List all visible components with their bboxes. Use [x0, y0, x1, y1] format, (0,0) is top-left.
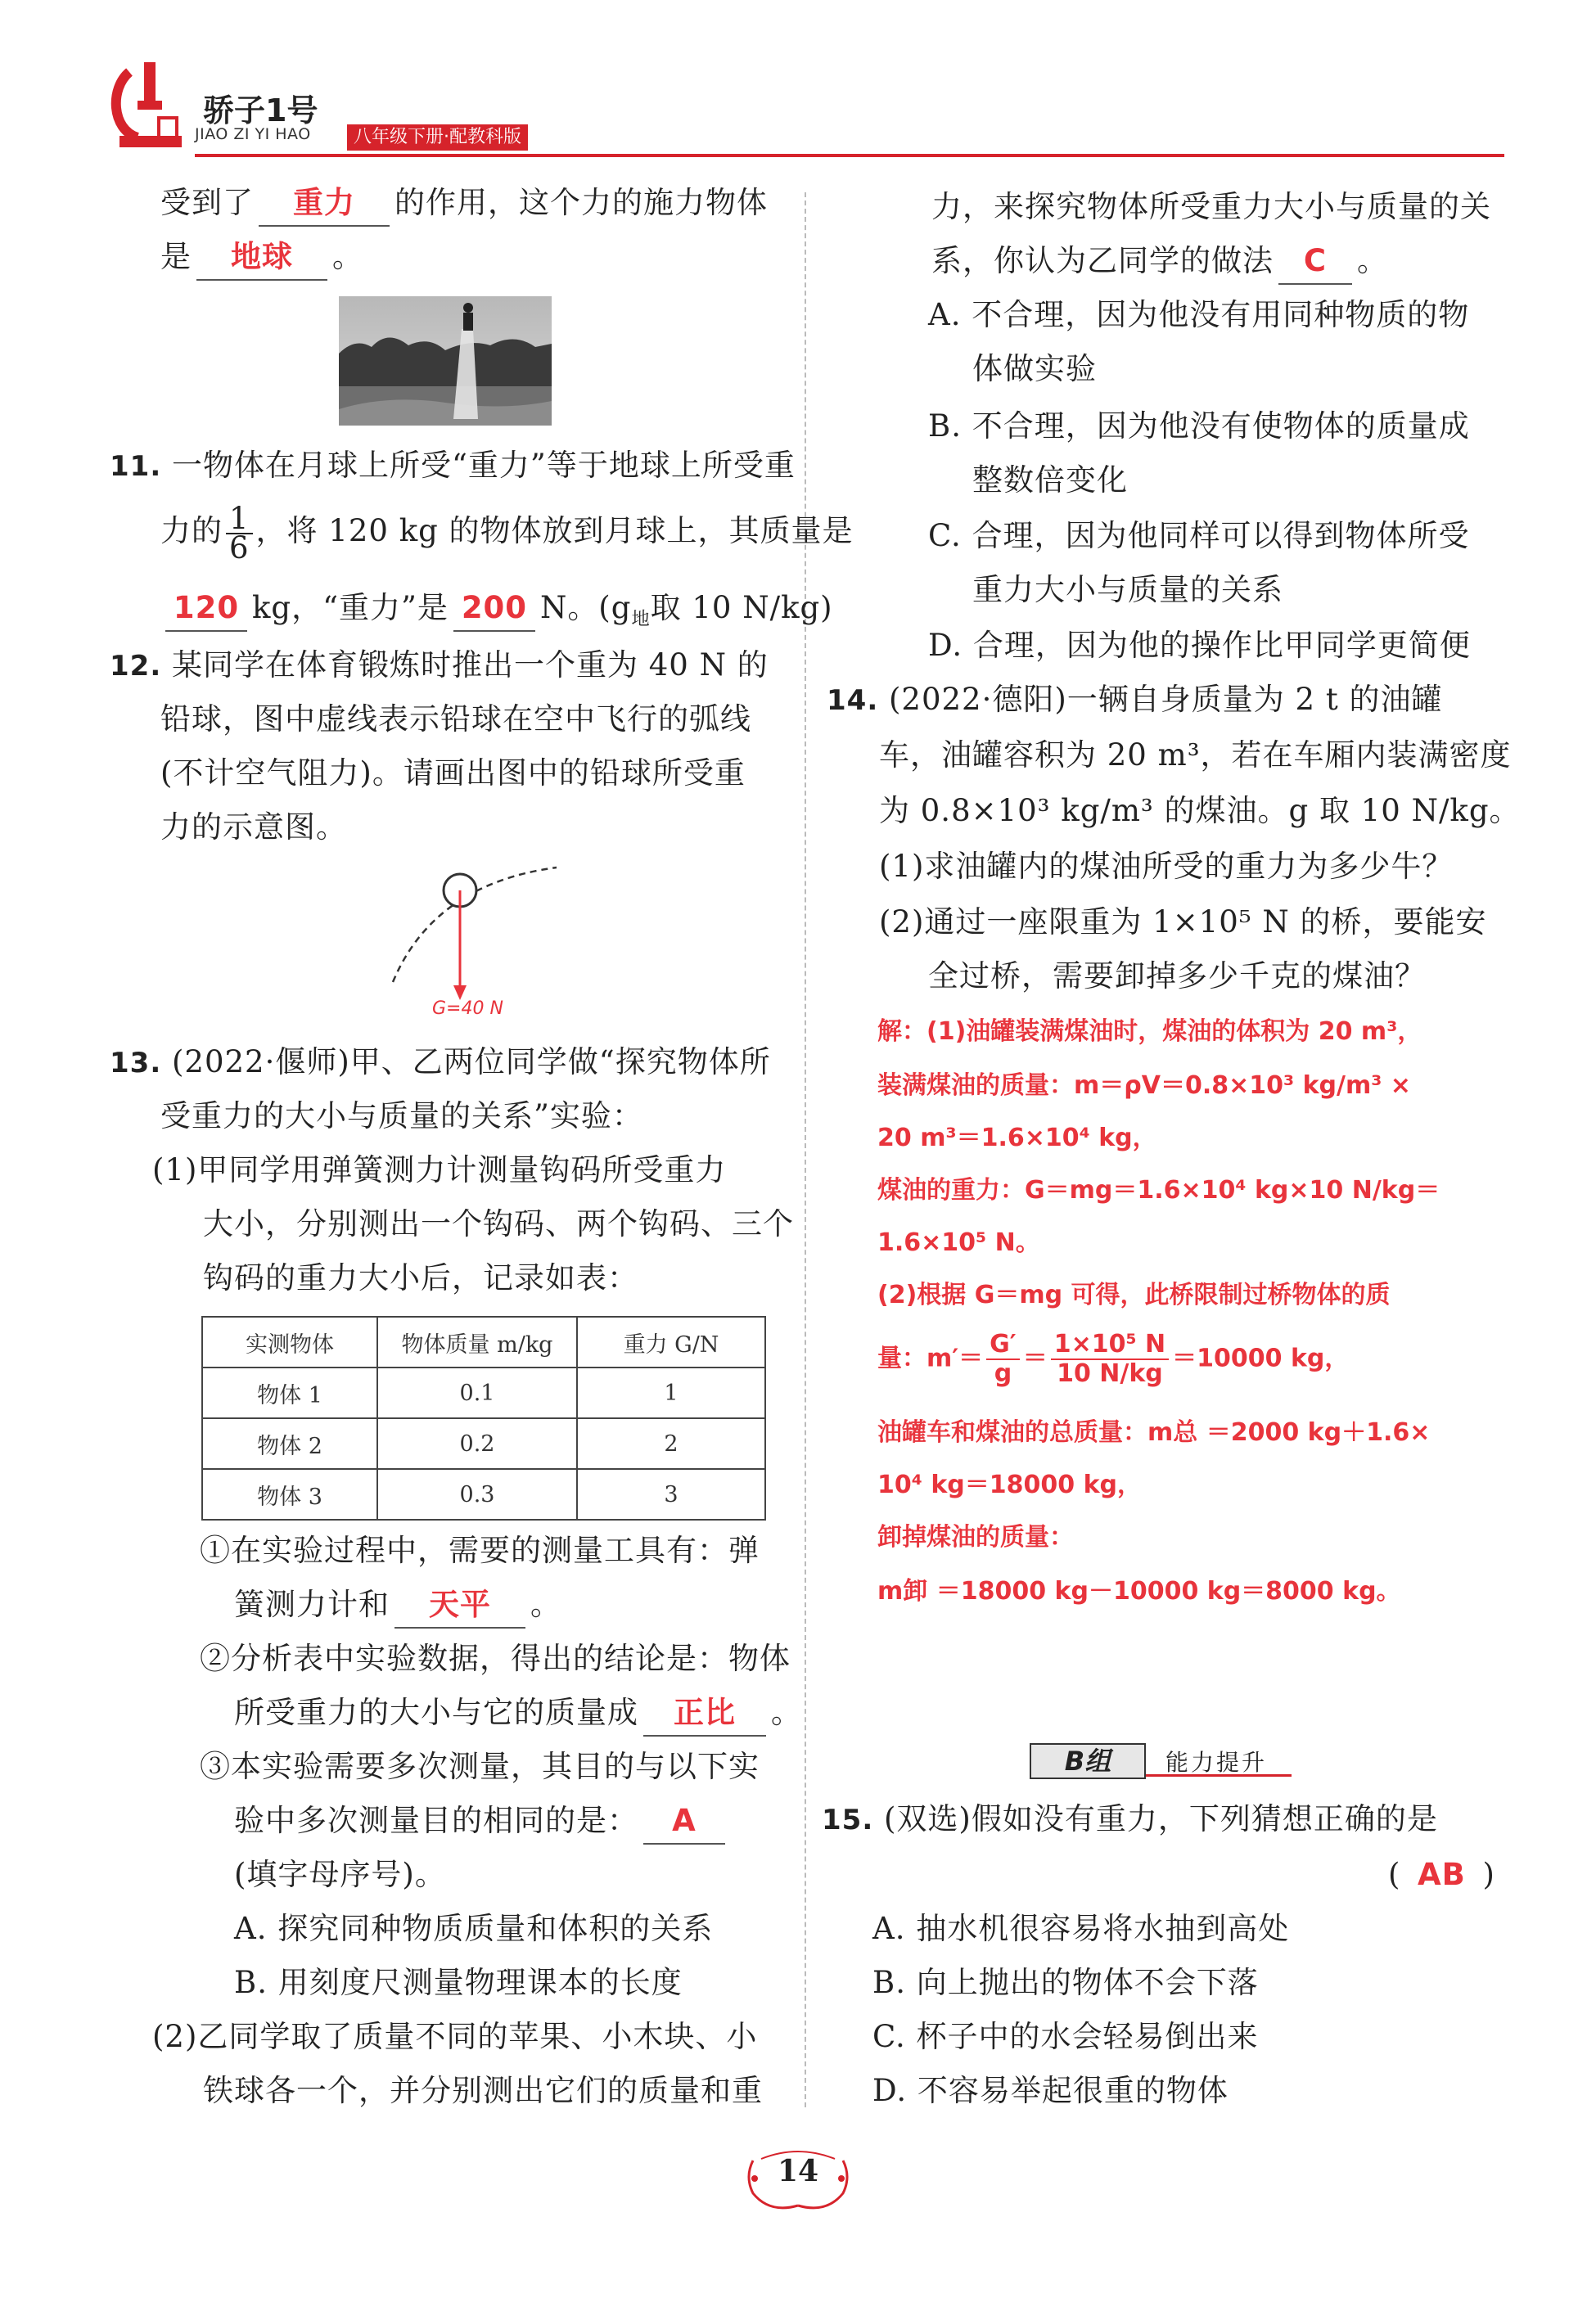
solution-line2: 装满煤油的质量：m＝ρV＝0.8×10³ kg/m³ × — [877, 1071, 1411, 1100]
group-title: 能力提升 — [1165, 1749, 1268, 1776]
q11-line1: 11. 一物体在月球上所受“重力”等于地球上所受重 — [110, 448, 796, 483]
logo-pinyin: JIAO ZI YI HAO — [195, 125, 311, 143]
q12-line4: 力的示意图。 — [160, 809, 347, 845]
q14-number: 14. — [827, 684, 879, 717]
q13-s3-line3: (填字母序号)。 — [234, 1857, 446, 1892]
edition-label: 八年级下册·配教科版 — [347, 124, 528, 151]
q14-line3: 为 0.8×10³ kg/m³ 的煤油。g 取 10 N/kg。 — [879, 793, 1521, 828]
logo-text: 骄子1号 — [203, 92, 318, 128]
q13-p2-line1: (2)乙同学取了质量不同的苹果、小木块、小 — [152, 2019, 758, 2054]
q13-s3-option-a: A. 探究同种物质质量和体积的关系 — [234, 1911, 714, 1946]
table-cell: 物体 3 — [202, 1469, 377, 1520]
solution-line7: 量：m′＝ $\frac{G'}{g}$ ＝ $\frac{\text{1×10⁵ N}}{10 N/kg}$ ＝10000 kg， — [877, 1330, 1350, 1388]
header — [0, 0, 1596, 164]
table-cell: 物体 1 — [202, 1368, 377, 1418]
q13-p2-line4: 系，你认为乙同学的做法 C 。 — [931, 234, 1388, 288]
table-cell: 1 — [577, 1368, 765, 1418]
q11-fraction: $\frac{1}{6}$ — [226, 505, 253, 562]
q15-answer-box: ( AB ) — [1388, 1848, 1495, 1902]
q14-part2-line2: 全过桥，需要卸掉多少千克的煤油？ — [928, 958, 1426, 994]
q10-answer-2: 地球 — [196, 235, 327, 281]
solution-fraction-2: $\frac{\text{1×10⁵ N}}{10 N/kg}$ — [1051, 1331, 1169, 1388]
q10-line2: 是 地球 。 — [160, 230, 363, 284]
q15-line1: 15. (双选)假如没有重力，下列猜想正确的是 — [822, 1801, 1438, 1836]
q15-option-d: D. 不容易举起很重的物体 — [872, 2073, 1229, 2108]
q12-line3: (不计空气阻力)。请画出图中的铅球所受重 — [160, 755, 746, 791]
option-a-line2: 体做实验 — [972, 351, 1097, 386]
group-badge: B组 — [1030, 1743, 1146, 1779]
q13-s3-option-b: B. 用刻度尺测量物理课本的长度 — [234, 1965, 683, 2000]
microscope-logo-icon — [105, 56, 195, 154]
q13-s1-answer: 天平 — [394, 1583, 525, 1629]
q14-line1: 14. (2022·德阳)一辆自身质量为 2 t 的油罐 — [827, 682, 1443, 717]
option-d: D. 合理，因为他的操作比甲同学更简便 — [928, 628, 1471, 663]
column-divider — [805, 192, 806, 2107]
q11-line3: 120 kg，“重力”是 200 N。($g_地$取 10 N/kg) — [160, 581, 833, 646]
q15-answer: AB — [1418, 1857, 1466, 1892]
q15-option-b: B. 向上抛出的物体不会下落 — [872, 1965, 1259, 2000]
page-number: 14 — [777, 2154, 819, 2188]
q13-s3-line2: 验中多次测量目的相同的是： A — [234, 1794, 730, 1848]
q10-line1: 受到了 重力 的作用，这个力的施力物体 — [160, 176, 768, 230]
q11-answer-2: 200 — [453, 586, 535, 632]
q13-s1-line1: ①在实验过程中，需要的测量工具有：弹 — [200, 1533, 760, 1568]
option-a-line1: A. 不合理，因为他没有用同种物质的物 — [928, 297, 1470, 332]
table-cell: 3 — [577, 1469, 765, 1520]
q13-number: 13. — [110, 1047, 162, 1079]
option-b-line1: B. 不合理，因为他没有使物体的质量成 — [928, 408, 1470, 444]
header-rule — [195, 154, 1504, 157]
q14-line2: 车，油罐容积为 20 m³，若在车厢内装满密度 — [879, 737, 1512, 773]
solution-line6: (2)根据 G＝mg 可得，此桥限制过桥物体的质 — [877, 1281, 1391, 1309]
q12-line2: 铅球，图中虚线表示铅球在空中飞行的弧线 — [160, 701, 751, 737]
q13-s3-line1: ③本实验需要多次测量，其目的与以下实 — [200, 1749, 760, 1784]
table-cell: 0.1 — [377, 1368, 577, 1418]
table-row — [202, 1418, 765, 1469]
solution-line10: 卸掉煤油的质量： — [877, 1523, 1074, 1552]
solution-line4: 煤油的重力：G＝mg＝1.6×10⁴ kg×10 N/kg＝ — [877, 1176, 1440, 1205]
q13-s2-line1: ②分析表中实验数据，得出的结论是：物体 — [200, 1641, 791, 1676]
solution-line8: 油罐车和煤油的总质量：m总 ＝2000 kg＋1.6× — [877, 1418, 1431, 1447]
water-jetpack-photo — [339, 296, 552, 426]
solution-line9: 10⁴ kg＝18000 kg， — [877, 1471, 1142, 1499]
table-cell: 0.3 — [377, 1469, 577, 1520]
solution-fraction-1: $\frac{G'}{g}$ — [986, 1331, 1020, 1388]
q12-number: 12. — [110, 650, 162, 683]
solution-line5: 1.6×10⁵ N。 — [877, 1228, 1040, 1257]
q12-line1: 12. 某同学在体育锻炼时推出一个重为 40 N 的 — [110, 647, 769, 683]
solution-line1: 解：(1)油罐装满煤油时，煤油的体积为 20 m³， — [877, 1017, 1422, 1046]
q13-p1-line2: 大小，分别测出一个钩码、两个钩码、三个 — [203, 1206, 794, 1241]
option-c-line2: 重力大小与质量的关系 — [972, 572, 1283, 607]
table-header: 物体质量 m/kg — [377, 1317, 577, 1368]
solution-line11: m卸 ＝18000 kg－10000 kg＝8000 kg。 — [877, 1577, 1401, 1606]
q13-p2-line2: 铁球各一个，并分别测出它们的质量和重 — [203, 2073, 763, 2108]
measurement-table — [201, 1316, 766, 1521]
table-cell: 物体 2 — [202, 1418, 377, 1469]
q13-s2-line2: 所受重力的大小与它的质量成 正比 。 — [234, 1686, 802, 1740]
table-header: 重力 G/N — [577, 1317, 765, 1368]
q11-number: 11. — [110, 450, 162, 483]
q15-option-a: A. 抽水机很容易将水抽到高处 — [872, 1911, 1290, 1946]
q13-p2-line3: 力，来探究物体所受重力大小与质量的关 — [931, 189, 1491, 224]
table-cell: 0.2 — [377, 1418, 577, 1469]
q11-line2: 力的 $\frac{1}{6}$ ，将 120 kg 的物体放到月球上，其质量是 — [160, 500, 854, 565]
option-b-line2: 整数倍变化 — [972, 462, 1128, 498]
gravity-label: G=40 N — [432, 998, 503, 1019]
q13-p1-line3: 钩码的重力大小后，记录如表： — [203, 1260, 638, 1295]
q13-s2-answer: 正比 — [643, 1691, 766, 1737]
shot-put-diagram — [385, 851, 581, 1023]
q13-s3-answer: A — [643, 1799, 725, 1845]
q13-line1: 13. (2022·偃师)甲、乙两位同学做“探究物体所 — [110, 1044, 771, 1079]
table-header: 实测物体 — [202, 1317, 377, 1368]
table-row — [202, 1469, 765, 1520]
q13-line2: 受重力的大小与质量的关系”实验： — [160, 1098, 643, 1133]
group-header — [1030, 1743, 1292, 1779]
table-header-row — [202, 1317, 765, 1368]
table-cell: 2 — [577, 1418, 765, 1469]
solution-line3: 20 m³＝1.6×10⁴ kg， — [877, 1124, 1157, 1152]
q10-answer-1: 重力 — [259, 181, 390, 227]
q13-p2-answer: C — [1278, 239, 1352, 285]
q13-s1-line2: 簧测力计和 天平 。 — [234, 1578, 561, 1632]
q15-number: 15. — [822, 1804, 874, 1836]
q15-option-c: C. 杯子中的水会轻易倒出来 — [872, 2019, 1259, 2054]
q13-p1-line1: (1)甲同学用弹簧测力计测量钩码所受重力 — [152, 1152, 727, 1187]
q14-part2-line1: (2)通过一座限重为 1×10⁵ N 的桥，要能安 — [879, 904, 1487, 939]
option-c-line1: C. 合理，因为他同样可以得到物体所受 — [928, 518, 1470, 553]
q11-answer-1: 120 — [165, 586, 247, 632]
table-row — [202, 1368, 765, 1418]
q14-part1: (1)求油罐内的煤油所受的重力为多少牛？ — [879, 849, 1454, 884]
